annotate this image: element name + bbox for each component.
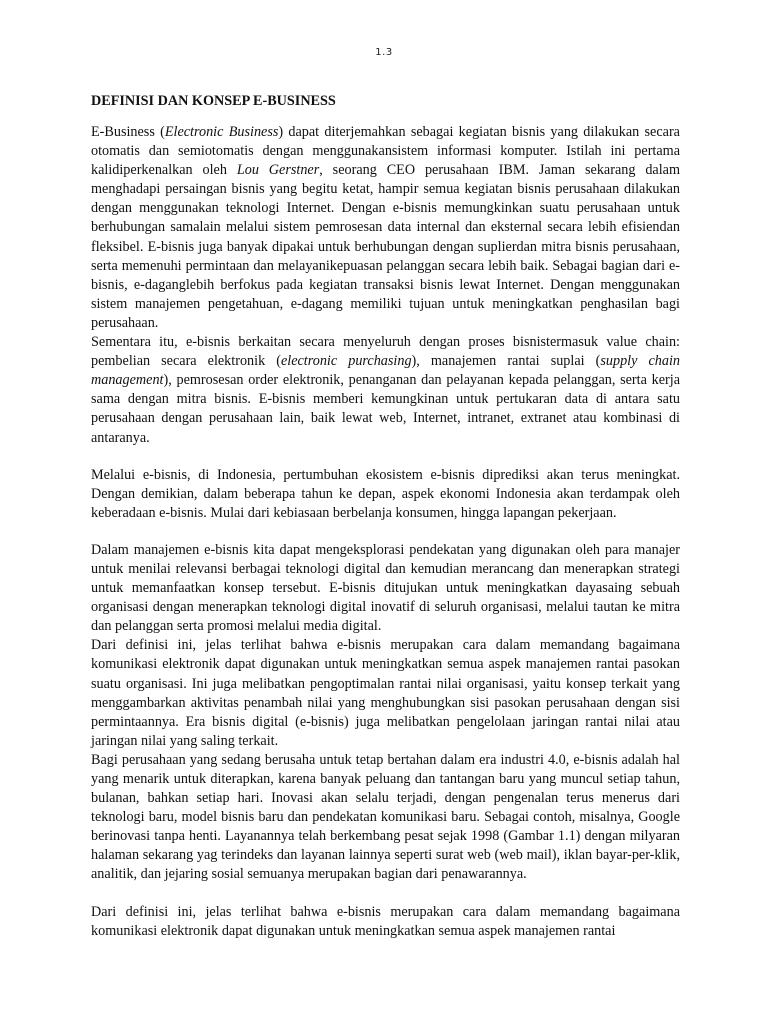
p2-text-b: ), manajemen rantai suplai ( (411, 353, 601, 370)
paragraph-7: Dari definisi ini, jelas terlihat bahwa e-bisnis merupakan cara dalam memandang bagaimana komunikasi elektronik dapat digunakan untuk meningkatkan semua aspek manajemen rantai (91, 903, 680, 939)
p1-italic-a: Electronic Business (164, 124, 279, 140)
paragraph-4: Dalam manajemen e-bisnis kita dapat mengeksplorasi pendekatan yang digunakan oleh para manajer untuk menilai relevansi berbagai teknologi digital dan kemudian merancang dan menerapkan strategi untuk memanfaatkan konsep tersebut. E-bisnis ditujukan untuk meningkatkan dayasaing sebuah organisasi dengan menerapkan teknologi digital inovatif di seluruh organisasi, melalui tautan ke mitra dan pelanggan serta promosi melalui media digital. (91, 541, 680, 635)
document-body (91, 92, 680, 941)
p2-text-c: ), pemrosesan order elektronik, penanganan dan pelayanan kepada pelanggan, serta kerja sama dengan mitra bisnis. E-bisnis memberi kemungkinan untuk pertukaran data di antara satu perusahaan dengan perusahaan lain, baik lewat web, Internet, intranet, extranet atau kombinasi di antaranya. (91, 372, 680, 446)
p1-text-b: ) dapat diterjemahkan sebagai kegiatan bisnis yang dilakukan secara otomatis dan semiotomatis dengan menggunakansistem informasi komputer. Istilah ini pertama kalidiperkenalkan oleh (91, 124, 680, 179)
p2-italic-a: electronic purchasing (280, 353, 412, 370)
p1-text-a: E-Business ( (91, 124, 165, 140)
section-heading: DEFINISI DAN KONSEP E-BUSINESS (91, 93, 336, 109)
paragraph-2 (91, 333, 680, 448)
paragraph-1 (91, 123, 680, 333)
p2-italic-b: supply chain management (91, 353, 680, 389)
p1-italic-b: Lou Gerstner (236, 162, 320, 179)
paragraph-6: Bagi perusahaan yang sedang berusaha untuk tetap bertahan dalam era industri 4.0, e-bisnis adalah hal yang menarik untuk diterapkan, karena banyak peluang dan tantangan baru yang muncul setiap tahun, bulanan, bahkan setiap hari. Inovasi akan selalu terjadi, dengan pengenalan terus menerus dari teknologi baru, model bisnis baru dan pendekatan komunikasi baru. Sebagai contoh, misalnya, Google berinovasi tanpa henti. Layanannya telah berkembang pesat sejak 1998 (Gambar 1.1) dengan milyaran halaman sekarang yag terindeks dan layanan lainnya seperti surat web (web mail), iklan bayar-per-klik, analitik, dan jejaring sosial semuanya merupakan bagian dari penawarannya. (91, 751, 680, 883)
paragraph-5: Dari definisi ini, jelas terlihat bahwa e-bisnis merupakan cara dalam memandang bagaimana komunikasi elektronik dapat digunakan untuk meningkatkan semua aspek manajemen rantai pasokan suatu organisasi. Ini juga melibatkan pengoptimalan rantai nilai organisasi, yaitu konsep terkait yang menggambarkan aktivitas penambah nilai yang menghubungkan sisi pasokan perusahaan dengan sisi permintaannya. Era bisnis digital (e-bisnis) juga melibatkan pengelolaan jaringan rantai nilai atau jaringan nilai yang saling terkait. (91, 637, 680, 749)
p2-text-a: Sementara itu, e-bisnis berkaitan secara menyeluruh dengan proses bisnistermasuk value chain: pembelian secara elektronik ( (91, 334, 680, 370)
p1-text-c: , seorang CEO perusahaan IBM. Jaman sekarang dalam menghadapi persaingan bisnis yang begitu ketat, hampir semua kegiatan bisnis perusahaan dilakukan dengan menggunakan teknologi Internet. Dengan e-bisnis memungkinkan suatu perusahaan untuk berhubungan samalain melalui sistem pemrosesan data internal dan eksternal secara lebih efisiendan fleksibel. E-bisnis juga banyak dipakai untuk berhubungan dengan suplierdan mitra bisnis perusahaan, serta memenuhi permintaan dan melayanikepuasan pelanggan secara lebih baik. Sebagai bagian dari e-bisnis, e-daganglebih berfokus pada kegiatan transaksi bisnis lewat Internet. Dengan menggunakan sistem manajemen pengetahuan, e-dagang memiliki tujuan untuk meningkatkan penghasilan bagi perusahaan. (91, 162, 680, 331)
page-number: 1.3 (375, 47, 393, 58)
paragraph-3: Melalui e-bisnis, di Indonesia, pertumbuhan ekosistem e-bisnis diprediksi akan terus meningkat. Dengan demikian, dalam beberapa tahun ke depan, aspek ekonomi Indonesia akan terdampak oleh keberadaan e-bisnis. Mulai dari kebiasaan berbelanja konsumen, hingga lapangan pekerjaan. (91, 466, 680, 521)
